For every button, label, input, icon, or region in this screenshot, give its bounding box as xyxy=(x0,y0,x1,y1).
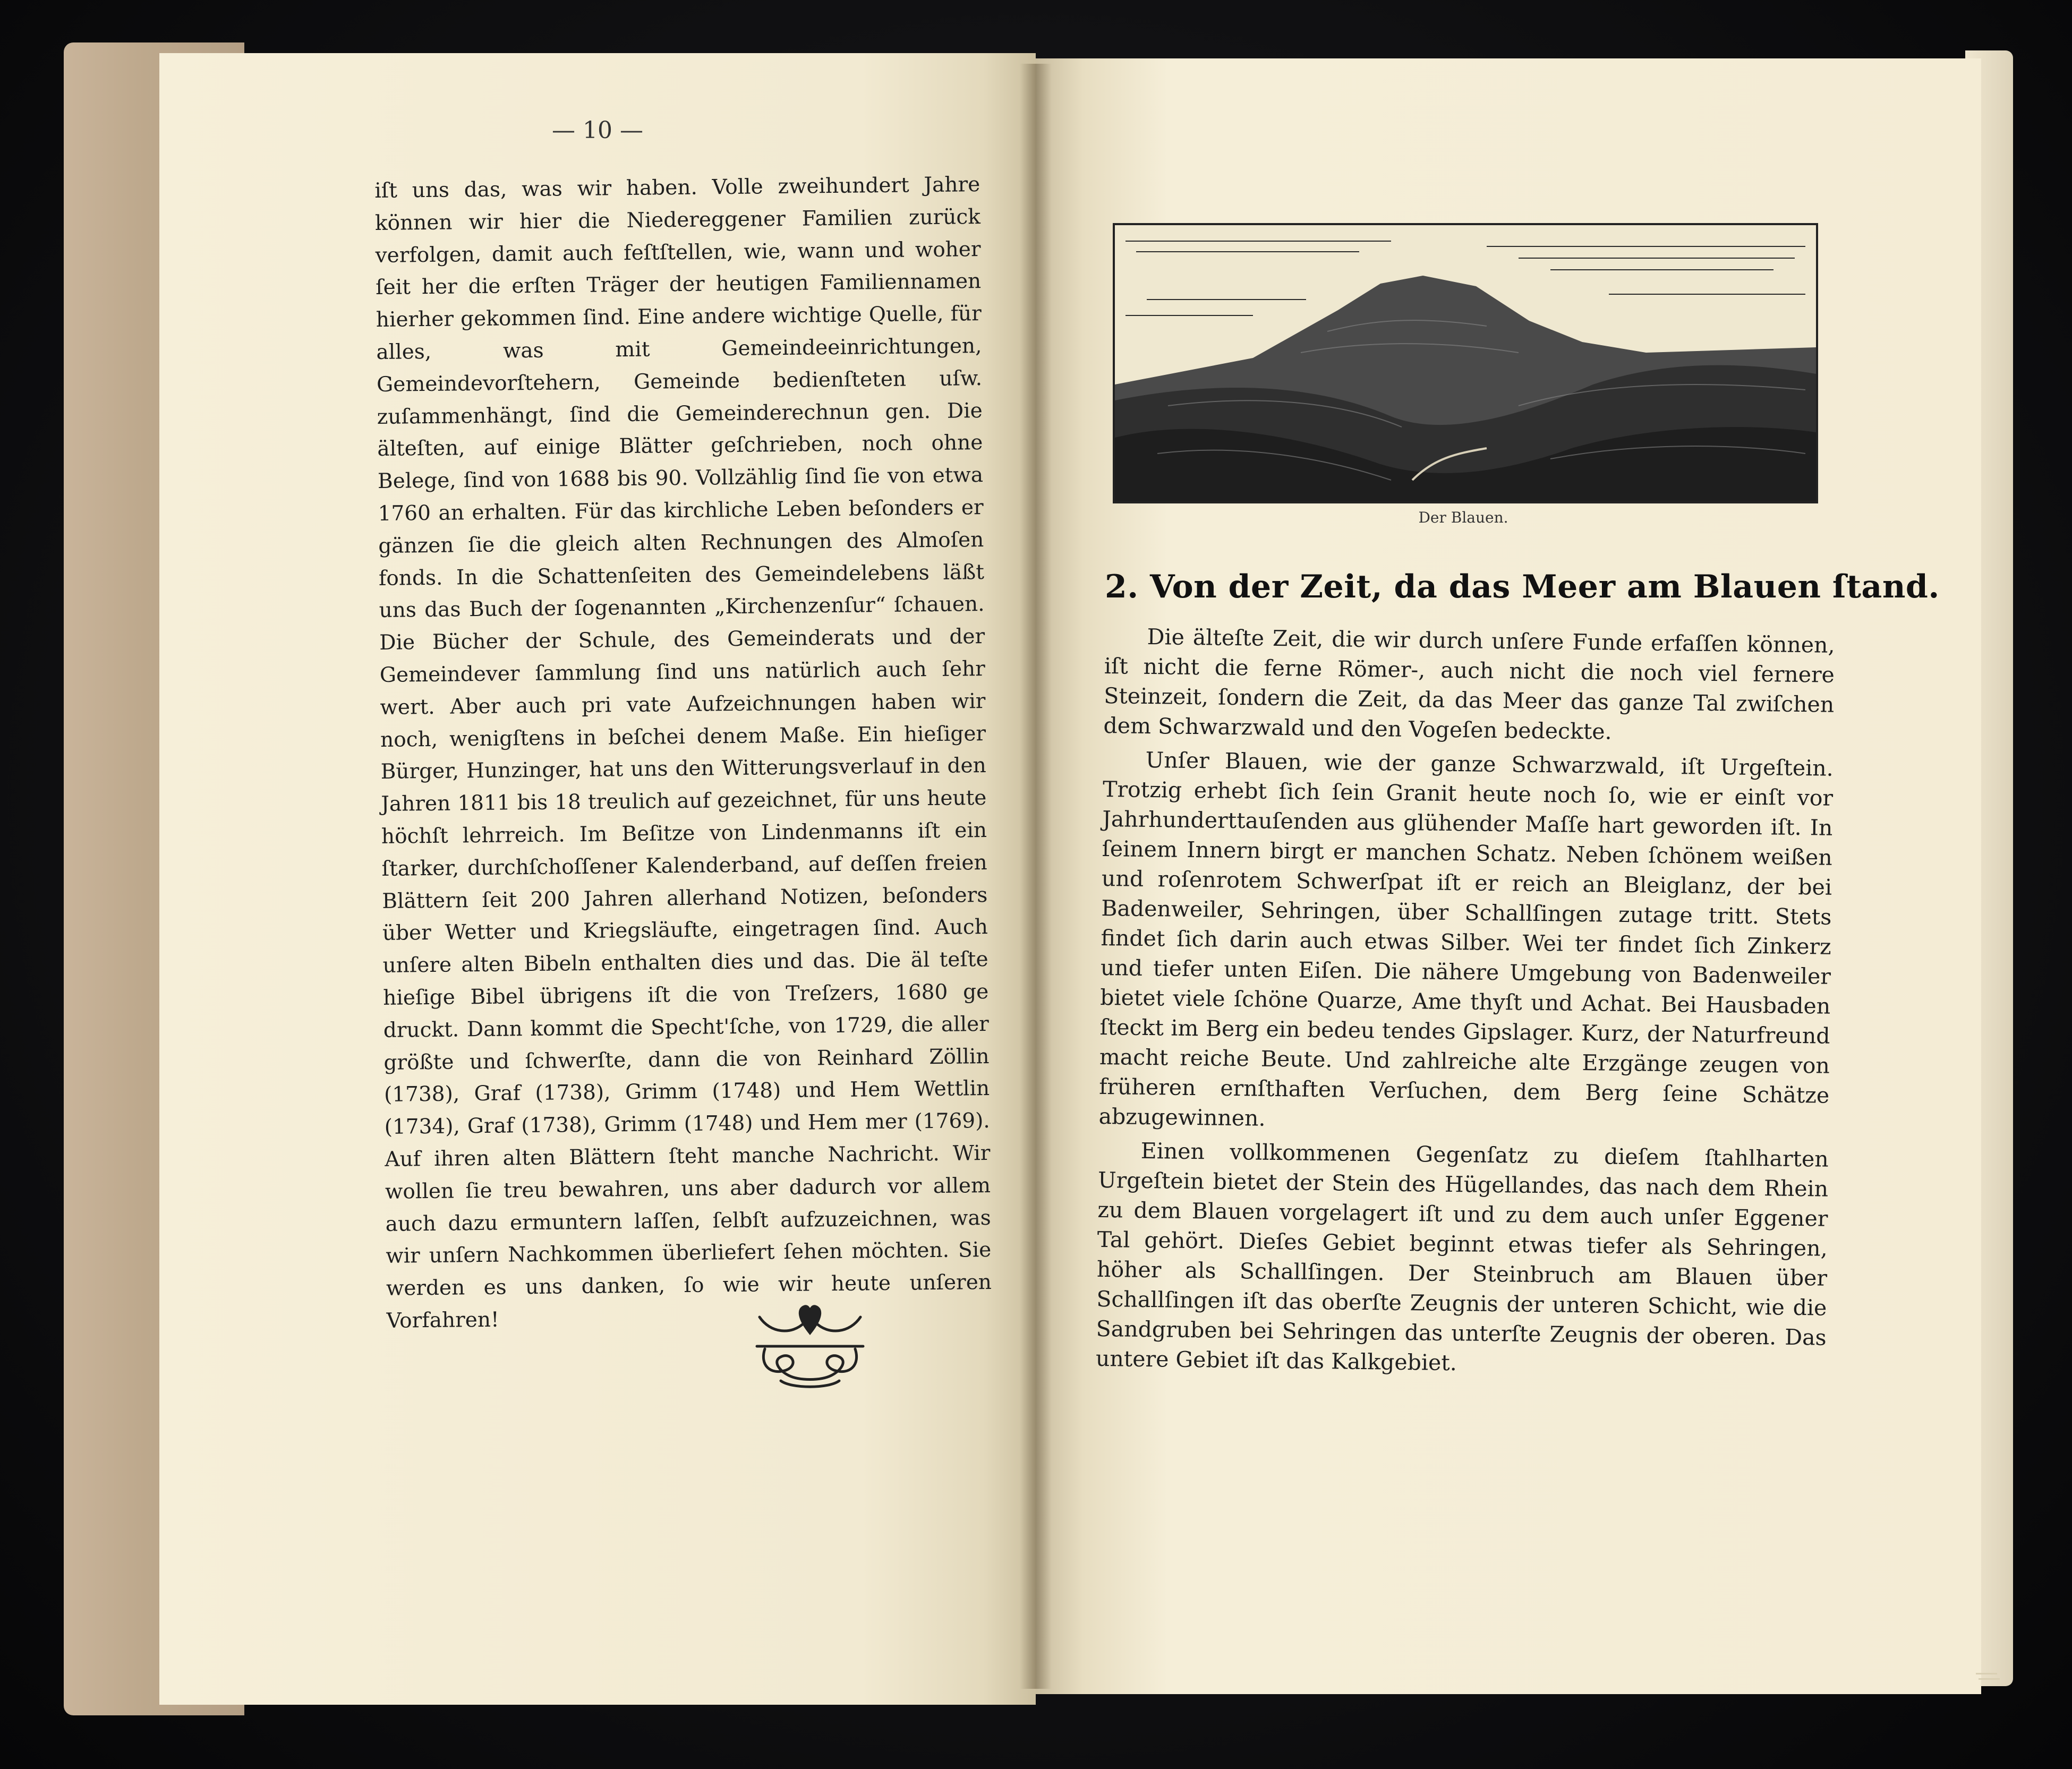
section-heading: 2. Von der Zeit, da das Meer am Blauen ſtand. xyxy=(1105,568,1940,605)
woodcut-illustration-mountain xyxy=(1113,223,1818,503)
book-gutter xyxy=(1020,64,1052,1689)
paragraph: Die älteſte Zeit, die wir durch unſere Funde erfaſſen können, iſt nicht die ferne Römer-, auch nicht die noch viel fernere Steinzeit, ſondern die Zeit, da das Meer das ganze Tal zwiſchen dem Schwarzwald und den Vogeſen bedeckte. xyxy=(1103,623,1835,745)
page-edge-line xyxy=(1976,1673,1997,1674)
left-page-body-text: iſt uns das, was wir haben. Volle zweihundert Jahre können wir hier die Niedereggener Familien zurück verfolgen, damit auch feſtſtellen, wie, wann und woher ſeit her die erſten Träger der heutigen Familiennamen hierher gekommen ſind. Eine andere wichtige Quelle, für alles, was mit Gemeindeeinrichtungen, Gemeindevorſtehern, Gemeinde bedienſteten uſw. zuſammenhängt, ſind die Gemeinderechnun gen. Die älteſten, auf einige Blätter geſchrieben, noch ohne Belege, ſind von 1688 bis 90. Vollzählig ſind ſie von etwa 1760 an erhalten. Für das kirchliche Leben beſonders er gänzen ſie die gleich alten Rechnungen des Almoſen fonds. In die Schattenſeiten des Gemeindelebens läßt uns das Buch der ſogenannten „Kirchenzenſur“ ſchauen. Die Bücher der Schule, des Gemeinderats und der Gemeindever ſammlung ſind uns natürlich auch ſehr wert. Aber auch pri vate Aufzeichnungen haben wir noch, wenigſtens in beſchei denem Maße. Ein hieſiger Bürger, Hunzinger, hat uns den Witterungsverlauf in den Jahren 1811 bis 18 treulich auf gezeichnet, für uns heute höchſt lehrreich. Im Beſitze von Lindenmanns iſt ein ſtarker, durchſchoſſener Kalenderband, auf deſſen freien Blättern ſeit 200 Jahren allerhand Notizen, beſonders über Wetter und Kriegsläufte, eingetragen ſind. Auch unſere alten Bibeln enthalten dies und das. Die äl teſte hieſige Bibel übrigens iſt die von Treſzers, 1680 ge druckt. Dann kommt die Specht'ſche, von 1729, die aller größte und ſchwerſte, dann die von Reinhard Zöllin (1738), Graf (1738), Grimm (1748) und Hem Wettlin (1734), Graf (1738), Grimm (1748) und Hem mer (1769). Auf ihren alten Blättern ſteht manche Nachricht. Wir wollen ſie treu bewahren, uns aber dadurch vor allem auch dazu ermuntern laſſen, ſelbſt aufzuzeichnen, was wir unſern Nachkommen überliefert ſehen möchten. Sie werden es uns danken, ſo wie wir heute unſeren Vorfahren! xyxy=(374,173,992,1333)
page-edge-line xyxy=(1979,1678,2000,1680)
right-page-body-text xyxy=(1096,621,1835,1387)
ornament-vignette xyxy=(749,1296,871,1391)
page-number: — 10 — xyxy=(552,117,643,144)
illustration-caption: Der Blauen. xyxy=(1418,509,1508,526)
paragraph: Einen vollkommenen Gegenſatz zu dieſem ſtahlharten Urgeſtein bietet der Stein des Hügellandes, das nach dem Rhein zu dem Blauen vorgelagert iſt und zu dem auch unſer Eggener Tal gehört. Dieſes Gebiet beginnt etwas tiefer als Sehringen, höher als Schallſingen. Der Steinbruch am Blauen über Schallſingen iſt das oberſte Zeugnis der unteren Schicht, wie die Sandgruben bei Sehringen das unterſte Zeugnis der oberen. Das untere Gebiet iſt das Kalkgebiet. xyxy=(1095,1138,1829,1376)
paragraph: Unſer Blauen, wie der ganze Schwarzwald, iſt Urgeſtein. Trotzig erhebt ſich ſein Granit heute noch ſo, wie er einſt vor Jahrhunderttauſenden aus glühender Maſſe hart geworden iſt. In ſeinem Innern birgt er manchen Schatz. Neben ſchönem weißen und roſenrotem Schwerſpat iſt er reich an Bleiglanz, der bei Badenweiler, Sehringen, über Schallſingen zutage tritt. Stets findet ſich darin auch etwas Silber. Wei ter findet ſich Zinkerz und tiefer unten Eiſen. Die nähere Umgebung von Badenweiler bietet viele ſchöne Quarze, Ame thyſt und Achat. Bei Hausbaden ſteckt im Berg ein bedeu tendes Gipslager. Kurz, der Naturfreund macht reiche Beute. Und zahlreiche alte Erzgänge zeugen von früheren ernſthaften Verſuchen, dem Berg ſeine Schätze abzugewinnen. xyxy=(1098,747,1834,1131)
